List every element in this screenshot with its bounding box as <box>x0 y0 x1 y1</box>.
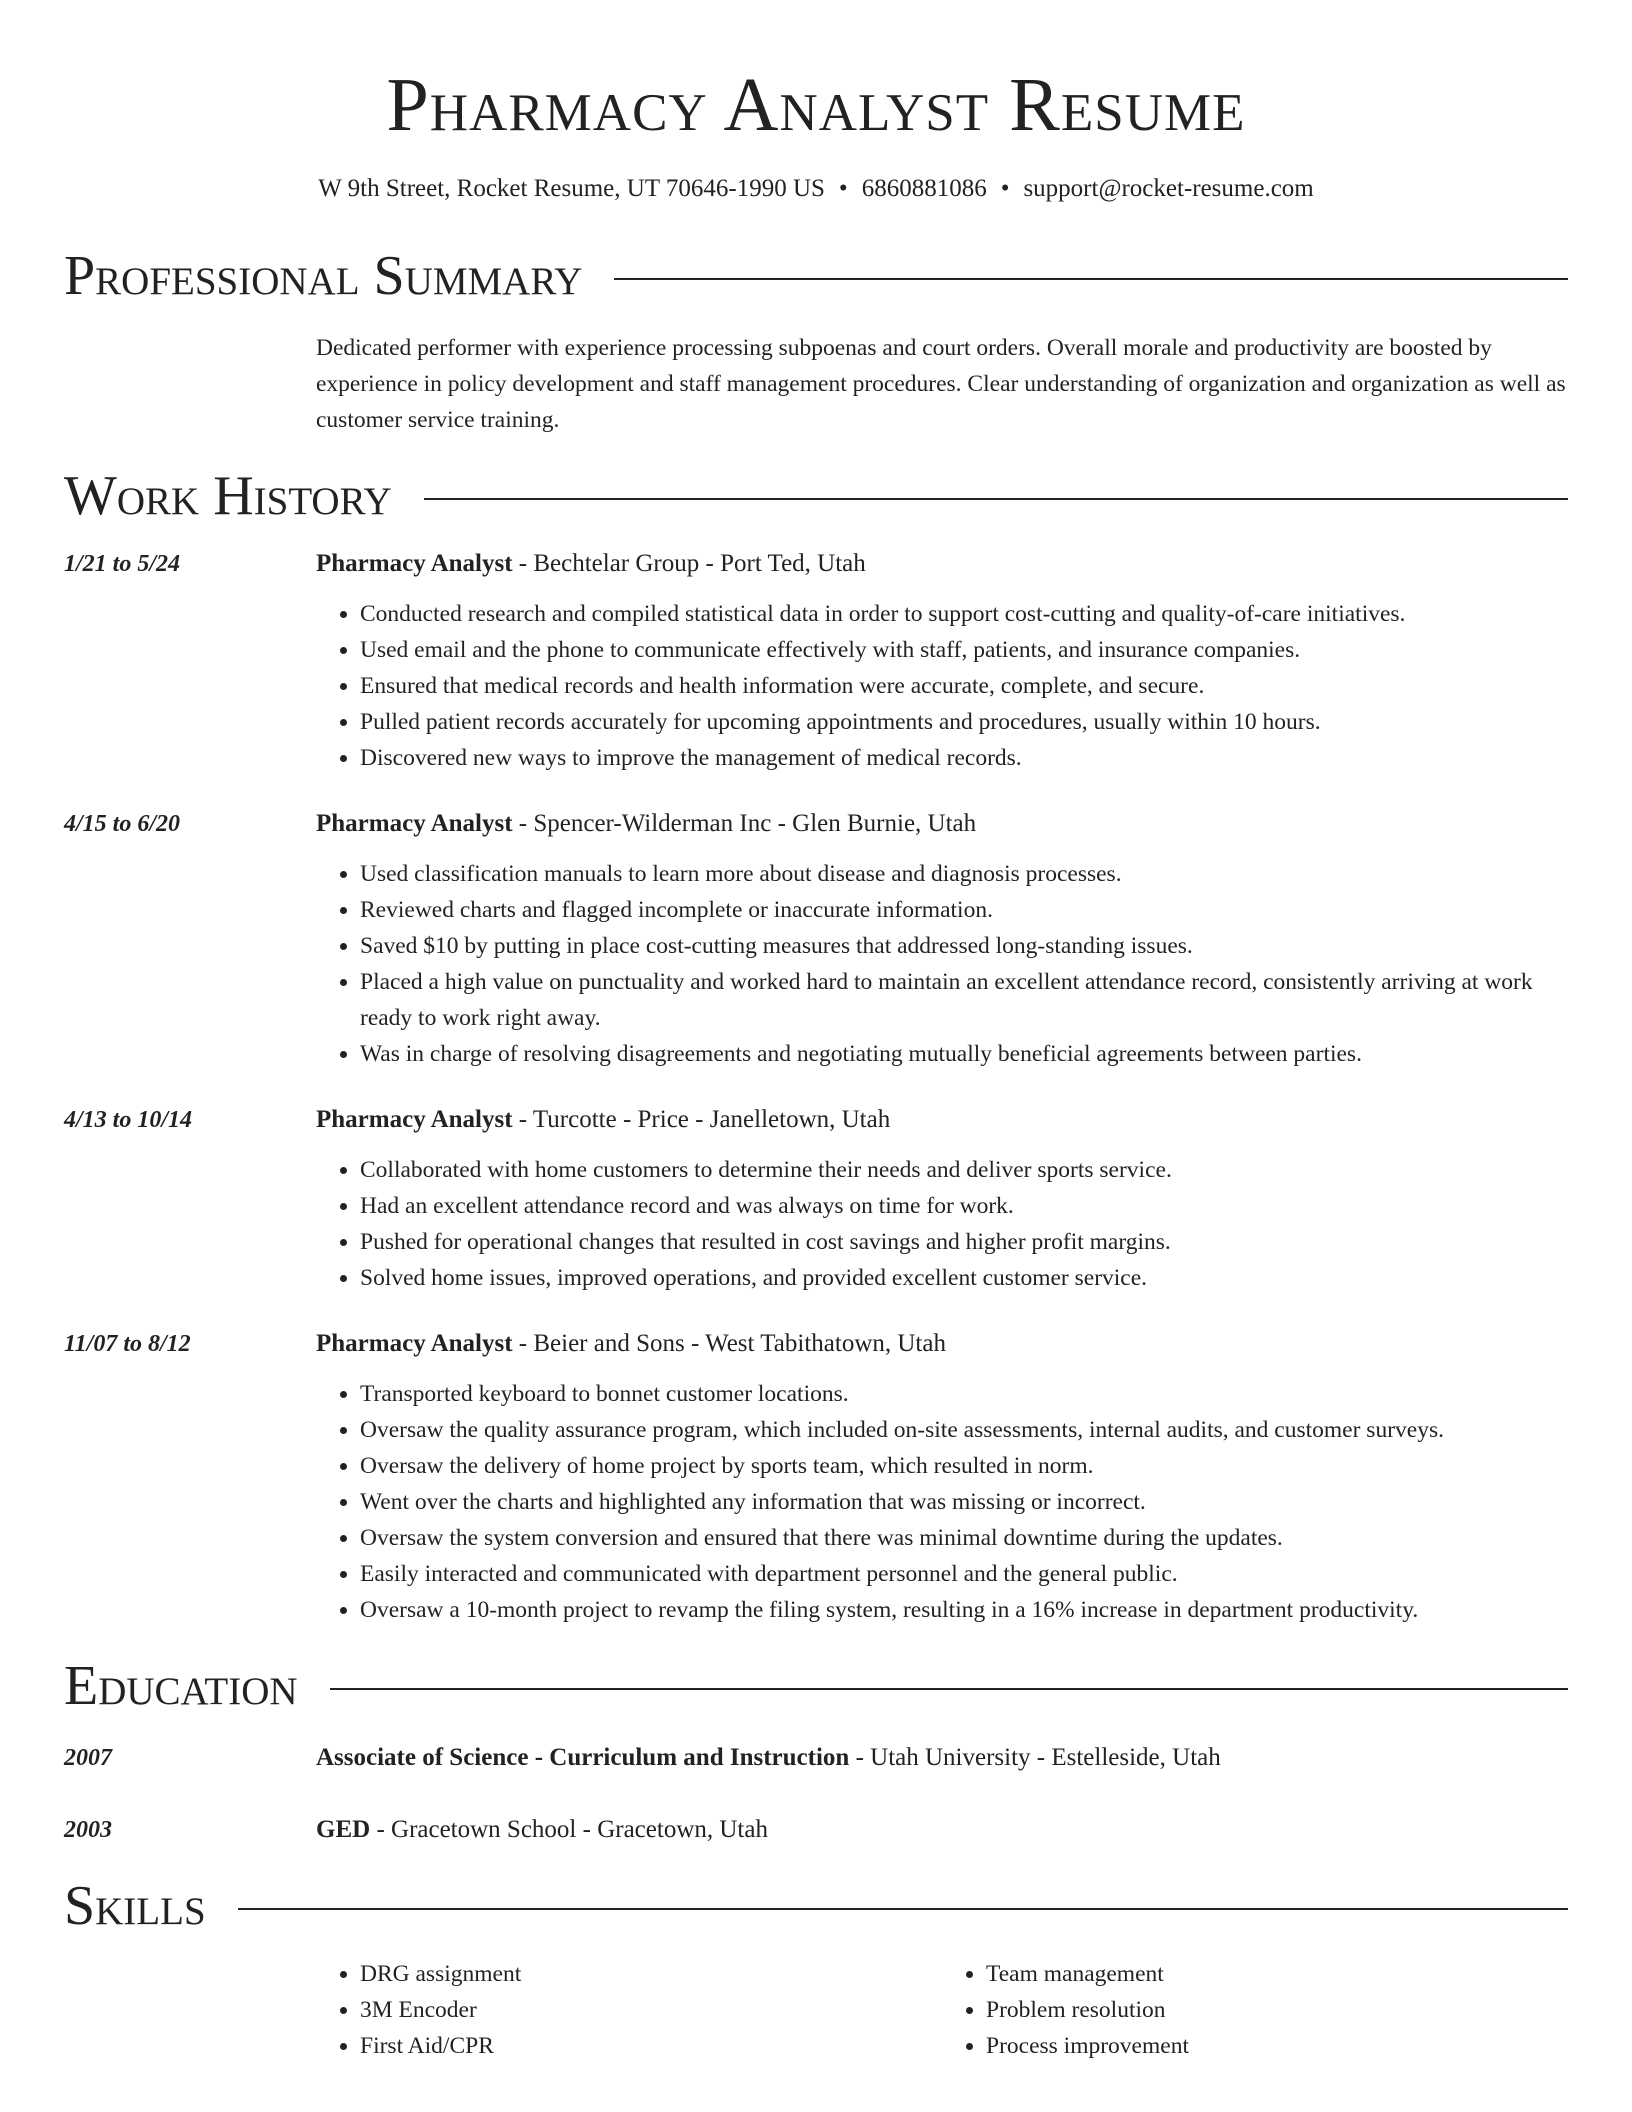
list-item: • Team management <box>986 1956 1568 1992</box>
section-divider <box>238 1908 1568 1910</box>
contact-address: W 9th Street, Rocket Resume, UT 70646-1990 US <box>318 175 825 202</box>
list-item: • Collaborated with home customers to determine their needs and deliver sports service. <box>360 1152 1568 1188</box>
section-divider <box>330 1688 1568 1690</box>
job-bullets <box>316 596 1568 776</box>
job-dates: 11/07 to 8/12 <box>64 1331 191 1357</box>
job-dates: 4/13 to 10/14 <box>64 1107 193 1133</box>
list-item: • Ensured that medical records and health information were accurate, complete, and secure. <box>360 668 1568 704</box>
skills-column-left <box>316 1956 942 2064</box>
job-heading <box>316 1326 1568 1362</box>
job-bullets <box>316 856 1568 1072</box>
list-item: • Discovered new ways to improve the management of medical records. <box>360 740 1568 776</box>
job-role: Pharmacy Analyst <box>316 1330 513 1357</box>
education-heading-line <box>316 1740 1221 1776</box>
list-item: • Oversaw the delivery of home project by sports team, which resulted in norm. <box>360 1448 1568 1484</box>
job-bullets <box>316 1152 1568 1296</box>
education-year: 2003 <box>64 1817 112 1843</box>
education-entry <box>64 1812 1568 1848</box>
skills-heading: Skills <box>64 1875 206 1937</box>
section-divider <box>614 278 1568 280</box>
list-item: • Used classification manuals to learn more about disease and diagnosis processes. <box>360 856 1568 892</box>
job-heading <box>316 1102 1568 1138</box>
job-details: - Turcotte - Price - Janelletown, Utah <box>512 1106 891 1133</box>
education-degree: Associate of Science - Curriculum and Instruction <box>316 1744 850 1771</box>
education-details: - Utah University - Estelleside, Utah <box>849 1744 1221 1771</box>
list-item: • Saved $10 by putting in place cost-cutting measures that addressed long-standing issues. <box>360 928 1568 964</box>
job-entry <box>64 1102 1568 1296</box>
summary-text: Dedicated performer with experience processing subpoenas and court orders. Overall morale and productivity are boosted by experience in policy development and staff management procedures. Clear understanding of organization and organization as well as customer service training. <box>316 335 1566 433</box>
skills-column-right <box>942 1956 1568 2064</box>
list-item: • Reviewed charts and flagged incomplete or inaccurate information. <box>360 892 1568 928</box>
list-item: • Was in charge of resolving disagreements and negotiating mutually beneficial agreements between parties. <box>360 1036 1568 1072</box>
job-role: Pharmacy Analyst <box>316 550 513 577</box>
skills-list <box>316 1956 1568 2064</box>
list-item: • First Aid/CPR <box>360 2028 942 2064</box>
contact-separator: • <box>1000 175 1010 202</box>
list-item: • Problem resolution <box>986 1992 1568 2028</box>
job-bullets <box>316 1376 1568 1628</box>
education-year: 2007 <box>64 1745 112 1771</box>
job-details: - Beier and Sons - West Tabithatown, Utah <box>512 1330 946 1357</box>
contact-line <box>64 172 1568 206</box>
contact-separator: • <box>838 175 848 202</box>
job-details: - Spencer-Wilderman Inc - Glen Burnie, Utah <box>512 810 977 837</box>
job-dates: 1/21 to 5/24 <box>64 551 181 577</box>
education-section-header <box>64 1654 1568 1718</box>
section-divider <box>424 498 1568 500</box>
job-role: Pharmacy Analyst <box>316 1106 513 1133</box>
list-item: • Process improvement <box>986 2028 1568 2064</box>
job-entry <box>64 806 1568 1072</box>
education-entry <box>64 1740 1568 1776</box>
contact-phone: 6860881086 <box>861 175 987 202</box>
list-item: • Conducted research and compiled statistical data in order to support cost-cutting and quality-of-care initiatives. <box>360 596 1568 632</box>
list-item: • Oversaw the quality assurance program, which included on-site assessments, internal audits, and customer surveys. <box>360 1412 1568 1448</box>
education-details: - Gracetown School - Gracetown, Utah <box>370 1816 768 1843</box>
list-item: • Oversaw the system conversion and ensured that there was minimal downtime during the updates. <box>360 1520 1568 1556</box>
list-item: • DRG assignment <box>360 1956 942 1992</box>
education-heading: Education <box>64 1655 298 1717</box>
list-item: • Placed a high value on punctuality and worked hard to maintain an excellent attendance record, consistently arriving at work ready to work right away. <box>360 964 1568 1036</box>
summary-section-header <box>64 244 1568 308</box>
education-heading-line <box>316 1812 768 1848</box>
list-item: • Oversaw a 10-month project to revamp the filing system, resulting in a 16% increase in department productivity. <box>360 1592 1568 1628</box>
list-item: • Used email and the phone to communicate effectively with staff, patients, and insurance companies. <box>360 632 1568 668</box>
list-item: • Had an excellent attendance record and was always on time for work. <box>360 1188 1568 1224</box>
job-details: - Bechtelar Group - Port Ted, Utah <box>512 550 866 577</box>
education-degree: GED <box>316 1816 371 1843</box>
summary-heading: Professional Summary <box>64 245 583 307</box>
job-entry <box>64 546 1568 776</box>
list-item: • Pulled patient records accurately for upcoming appointments and procedures, usually within 10 hours. <box>360 704 1568 740</box>
job-entry <box>64 1326 1568 1628</box>
list-item: • Transported keyboard to bonnet customer locations. <box>360 1376 1568 1412</box>
list-item: • Went over the charts and highlighted any information that was missing or incorrect. <box>360 1484 1568 1520</box>
work-section-header <box>64 464 1568 528</box>
document-title: Pharmacy Analyst Resume <box>386 63 1246 147</box>
skills-section-header <box>64 1874 1568 1938</box>
list-item: • 3M Encoder <box>360 1992 942 2028</box>
list-item: • Pushed for operational changes that resulted in cost savings and higher profit margins. <box>360 1224 1568 1260</box>
job-heading <box>316 806 1568 842</box>
job-role: Pharmacy Analyst <box>316 810 513 837</box>
list-item: • Solved home issues, improved operations, and provided excellent customer service. <box>360 1260 1568 1296</box>
work-heading: Work History <box>64 465 392 527</box>
job-dates: 4/15 to 6/20 <box>64 811 181 837</box>
job-heading <box>316 546 1568 582</box>
contact-email[interactable]: support@rocket-resume.com <box>1023 175 1314 202</box>
list-item: • Easily interacted and communicated with department personnel and the general public. <box>360 1556 1568 1592</box>
